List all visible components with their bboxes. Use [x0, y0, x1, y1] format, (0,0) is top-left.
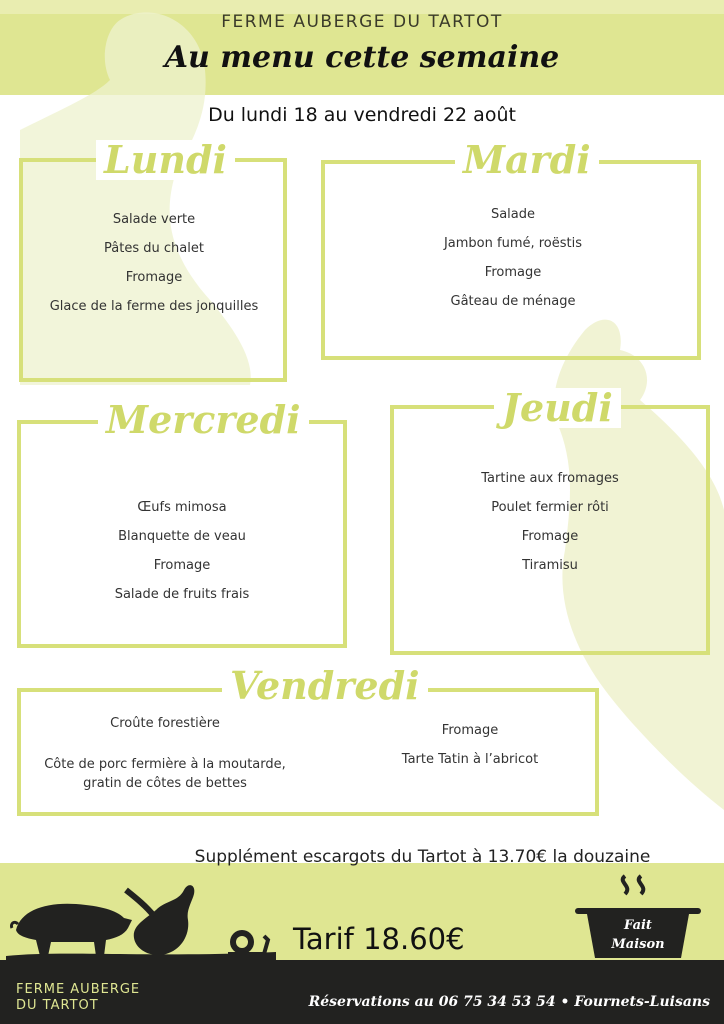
vendredi-right-dish: Tarte Tatin à l’abricot: [401, 752, 539, 767]
list-item: Tartine aux fromages: [481, 471, 619, 486]
footer-brand: [16, 982, 140, 1014]
day-title-mercredi: Mercredi: [98, 400, 309, 440]
list-item: Œufs mimosa: [137, 500, 227, 515]
list-item: Blanquette de veau: [118, 529, 246, 544]
supplement-note: Supplément escargots du Tartot à 13.70€ la douzaine: [194, 847, 651, 867]
list-item: Poulet fermier rôti: [491, 500, 609, 515]
footer-brand-line-1: FERME AUBERGE: [16, 982, 141, 997]
day-title-lundi: Lundi: [96, 140, 235, 180]
list-item: Salade de fruits frais: [114, 587, 250, 602]
list-item: Salade verte: [112, 212, 196, 227]
list-item: Gâteau de ménage: [450, 294, 576, 309]
reservations-contact: Réservations au 06 75 34 53 54 • Fournets-Luisans: [308, 994, 710, 1010]
list-item: Jambon fumé, roëstis: [443, 236, 583, 251]
farm-animals-icon: [6, 880, 276, 960]
week-dates: Du lundi 18 au vendredi 22 août: [208, 104, 516, 126]
list-item: Fromage: [521, 529, 579, 544]
vendredi-left-dish: Croûte forestière: [110, 716, 220, 731]
brand-title: FERME AUBERGE DU TARTOT: [221, 12, 503, 32]
footer-brand-line-2: DU TARTOT: [16, 998, 99, 1013]
vendredi-right-dish: Fromage: [441, 723, 499, 738]
dish-list-mercredi: [40, 500, 324, 616]
vendredi-left-dish: [40, 755, 290, 793]
vendredi-left-dish-line: Côte de porc fermière à la moutarde,: [44, 757, 286, 772]
day-title-mardi: Mardi: [455, 140, 599, 180]
dish-list-jeudi: [410, 471, 690, 587]
dish-list-mardi: [360, 207, 666, 323]
dish-list-lundi: [40, 212, 268, 328]
list-item: Fromage: [484, 265, 542, 280]
list-item: Fromage: [153, 558, 211, 573]
badge-line-1: Fait: [624, 918, 652, 933]
page-headline: Au menu cette semaine: [164, 40, 560, 75]
list-item: Glace de la ferme des jonquilles: [49, 299, 259, 314]
list-item: Salade: [490, 207, 536, 222]
badge-line-2: Maison: [611, 937, 665, 952]
list-item: Fromage: [125, 270, 183, 285]
vendredi-left-dish-line: gratin de côtes de bettes: [83, 776, 247, 791]
day-title-jeudi: Jeudi: [494, 388, 621, 428]
list-item: Tiramisu: [522, 558, 578, 573]
price-tag: Tarif 18.60€: [293, 922, 465, 956]
day-title-vendredi: Vendredi: [222, 666, 428, 706]
list-item: Pâtes du chalet: [104, 241, 204, 256]
